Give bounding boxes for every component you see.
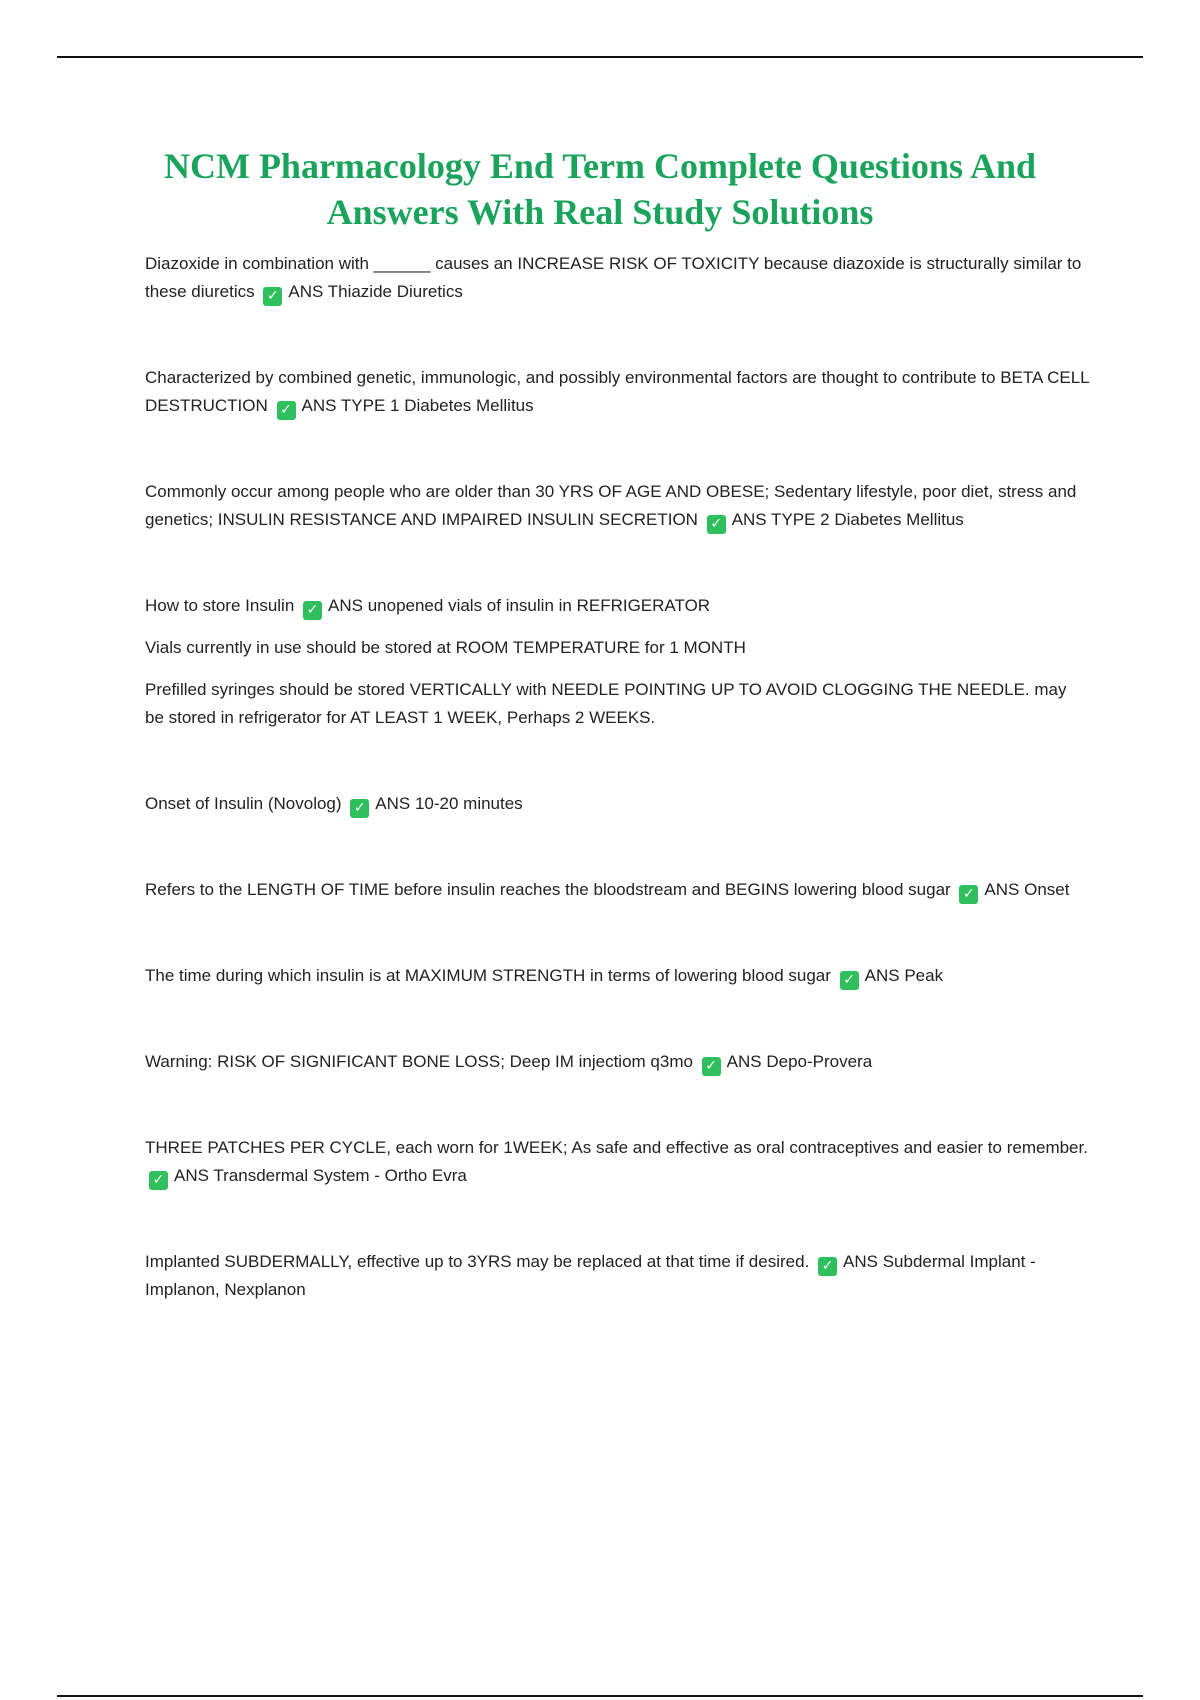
- qa-item: [145, 592, 1090, 620]
- question-text: Refers to the LENGTH OF TIME before insulin reaches the bloodstream and BEGINS lowering blood sugar: [145, 880, 951, 899]
- question-text: Warning: RISK OF SIGNIFICANT BONE LOSS; Deep IM injectiom q3mo: [145, 1052, 693, 1071]
- answer-text: ANS Transdermal System - Ortho Evra: [174, 1166, 467, 1185]
- question-text: THREE PATCHES PER CYCLE, each worn for 1WEEK; As safe and effective as oral contraceptives and easier to remember.: [145, 1138, 1088, 1157]
- qa-list: [145, 250, 1090, 1304]
- answer-text: ANS TYPE 1 Diabetes Mellitus: [301, 396, 534, 415]
- check-icon: ✓: [149, 1171, 168, 1190]
- check-icon: ✓: [303, 601, 322, 620]
- qa-item: [145, 478, 1090, 534]
- answer-text: ANS Subdermal Implant - Implanon, Nexplanon: [145, 1252, 1036, 1299]
- question-text: Characterized by combined genetic, immunologic, and possibly environmental factors are thought to contribute to BETA CELL DESTRUCTION: [145, 368, 1090, 415]
- answer-text: ANS Onset: [984, 880, 1070, 899]
- check-icon: ✓: [707, 515, 726, 534]
- answer-detail: Prefilled syringes should be stored VERTICALLY with NEEDLE POINTING UP TO AVOID CLOGGING THE NEEDLE. may be stored in refrigerator for AT LEAST 1 WEEK, Perhaps 2 WEEKS.: [145, 680, 1067, 727]
- answer-text: ANS Depo-Provera: [726, 1052, 873, 1071]
- top-rule: [57, 56, 1143, 58]
- bottom-rule: [57, 1695, 1143, 1697]
- question-text: Onset of Insulin (Novolog): [145, 794, 342, 813]
- answer-detail: Vials currently in use should be stored at ROOM TEMPERATURE for 1 MONTH: [145, 638, 746, 657]
- question-text: How to store Insulin: [145, 596, 295, 615]
- question-text: Diazoxide in combination with ______ causes an INCREASE RISK OF TOXICITY because diazoxide is structurally similar to these diuretics: [145, 254, 1082, 301]
- qa-item: [145, 962, 1090, 990]
- check-icon: ✓: [350, 799, 369, 818]
- qa-item: [145, 1048, 1090, 1076]
- check-icon: ✓: [959, 885, 978, 904]
- qa-item: [145, 1134, 1090, 1190]
- answer-text: ANS unopened vials of insulin in REFRIGERATOR: [328, 596, 711, 615]
- check-icon: ✓: [277, 401, 296, 420]
- check-icon: ✓: [818, 1257, 837, 1276]
- answer-text: ANS Thiazide Diuretics: [288, 282, 463, 301]
- qa-item: [145, 790, 1090, 818]
- question-text: The time during which insulin is at MAXIMUM STRENGTH in terms of lowering blood sugar: [145, 966, 831, 985]
- title-line-1: NCM Pharmacology End Term Complete Questions And: [163, 146, 1037, 186]
- answer-text: ANS Peak: [864, 966, 944, 985]
- page-title: [100, 143, 1100, 235]
- question-text: Commonly occur among people who are older than 30 YRS OF AGE AND OBESE; Sedentary lifestyle, poor diet, stress and genetics; INSULIN RESISTANCE AND IMPAIRED INSULIN SECRETION: [145, 482, 1077, 529]
- answer-text: ANS TYPE 2 Diabetes Mellitus: [731, 510, 964, 529]
- check-icon: ✓: [263, 287, 282, 306]
- qa-item: [145, 364, 1090, 420]
- qa-item: [145, 1248, 1090, 1304]
- title-line-2: Answers With Real Study Solutions: [326, 192, 874, 232]
- qa-item: [145, 250, 1090, 306]
- question-text: Implanted SUBDERMALLY, effective up to 3YRS may be replaced at that time if desired.: [145, 1252, 810, 1271]
- check-icon: ✓: [702, 1057, 721, 1076]
- answer-text: ANS 10-20 minutes: [375, 794, 523, 813]
- check-icon: ✓: [840, 971, 859, 990]
- qa-item: [145, 876, 1090, 904]
